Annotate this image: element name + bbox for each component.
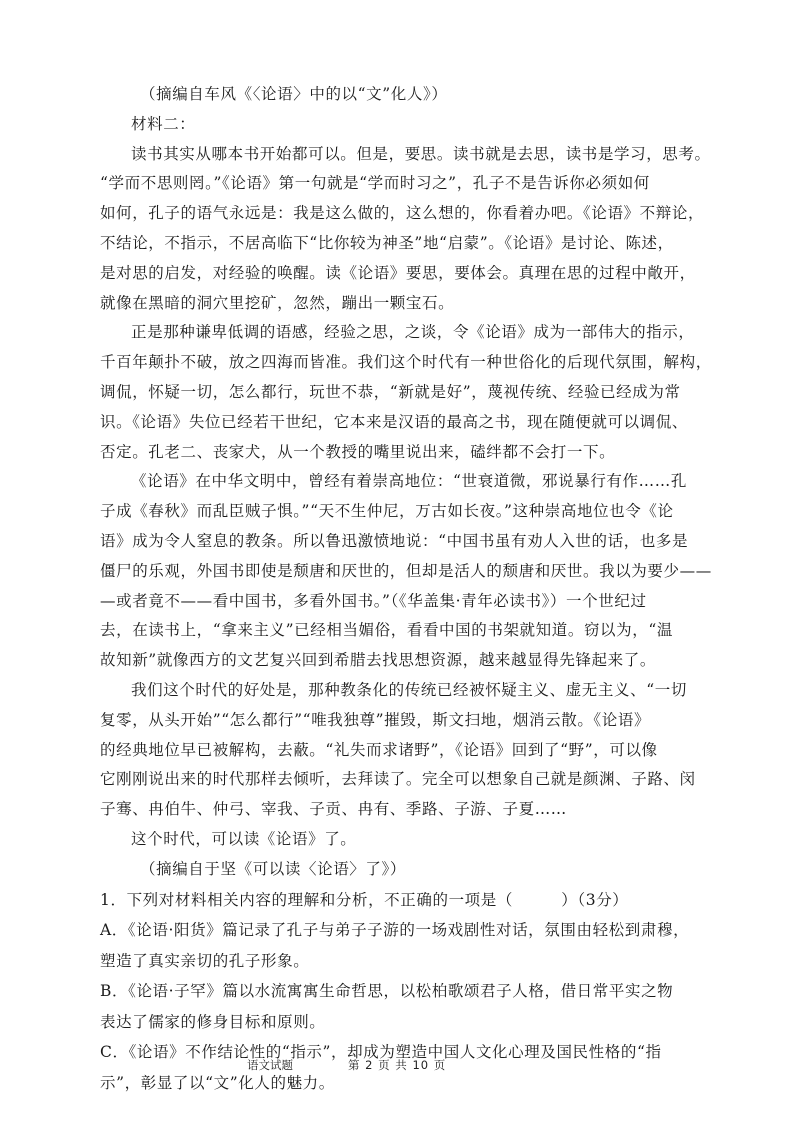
option-text: 塑造了真实亲切的孔子形象。	[100, 951, 310, 970]
option-text: 表达了儒家的修身目标和原则。	[100, 1012, 326, 1031]
question-stem: 下列对材料相关内容的理解和分析，不正确的一项是（	[126, 890, 513, 909]
question-score: ）（3分）	[561, 890, 629, 909]
paragraph-3	[100, 467, 712, 676]
option-text: 《论语·子罕》篇以水流寓寓生命哲思，以松柏歌颂君子人格，借日常平实之物	[128, 982, 674, 1001]
paragraph-line: 就像在黑暗的洞穴里挖矿，忽然，蹦出一颗宝石。	[100, 293, 455, 312]
paragraph-line: 的经典地位早已被解构，去蔽。“礼失而求诸野”，《论语》回到了“野”，可以像	[100, 740, 658, 759]
paragraph-line: 这个时代，可以读《论语》了。	[131, 829, 357, 848]
option-text: 《论语·阳货》篇记录了孔子与弟子子游的一场戏剧性对话，氛围由轻松到肃穆，	[127, 921, 690, 940]
paragraph-line: 语》成为令人窒息的教条。所以鲁迅激愤地说：“中国书虽有劝人入世的话，也多是	[100, 531, 689, 550]
paragraph-1	[100, 140, 711, 319]
paragraph-5	[100, 825, 700, 855]
paragraph-line: —或者竟不——看中国书，多看外国书。”（《华盖集·青年必读书》）一个世纪过	[100, 591, 647, 610]
paragraph-line: 调侃，怀疑一切，怎么都行，玩世不恭，“新就是好”，蔑视传统、经验已经成为常	[100, 382, 681, 401]
material-label: 材料二：	[131, 114, 196, 133]
paragraph-line: 正是那种谦卑低调的语感，经验之思，之谈，令《论语》成为一部伟大的指示，	[131, 323, 695, 342]
option-a	[100, 915, 700, 976]
paragraph-line: 子骞、冉伯牛、仲弓、宰我、子贡、冉有、季路、子游、子夏……	[100, 800, 567, 819]
paragraph-4	[100, 676, 700, 825]
paragraph-line: 不结论，不指示，不居高临下“比你较为神圣”地“启蒙”。《论语》是讨论、陈述，	[100, 233, 674, 252]
paragraph-line: 复零，从头开始”“怎么都行”“唯我独尊”摧毁，斯文扫地，烟消云散。《论语》	[100, 710, 651, 729]
paragraph-line: “学而不思则罔。”《论语》第一句就是“学而时习之”，孔子不是告诉你必须如何	[100, 174, 650, 193]
paragraph-line: 《论语》在中华文明中，曾经有着崇高地位：“世衰道微，邪说暴行有作……孔	[131, 472, 687, 491]
paragraph-2	[100, 318, 712, 467]
source-citation-1: （摘编自车风《〈论语〉中的以“文”化人》）	[140, 85, 448, 103]
option-text: 示”，彰显了以“文”化人的魅力。	[100, 1073, 335, 1092]
paragraph-line: 千百年颠扑不破，放之四海而皆准。我们这个时代有一种世俗化的后现代氛围，解构，	[100, 353, 712, 372]
paragraph-line: 如何，孔子的语气永远是：我是这么做的，这么想的，你看着办吧。《论语》不辩论，	[100, 204, 705, 223]
paragraph-line: 读书其实从哪本书开始都可以。但是，要思。读书就是去思，读书是学习，思考。	[131, 144, 711, 163]
paragraph-line: 去，在读书上，“拿来主义”已经相当媚俗，看看中国的书架就知道。窃以为，“温	[100, 621, 673, 640]
question-1	[100, 885, 700, 916]
option-letter: A．	[100, 921, 128, 940]
paragraph-line: 我们这个时代的好处是，那种教条化的传统已经被怀疑主义、虚无主义、“一切	[131, 680, 687, 699]
footer-page-number: 第 2 页 共 10 页	[348, 1058, 447, 1072]
paragraph-line: 故知新”就像西方的文艺复兴回到希腊去找思想资源，越来越显得先锋起来了。	[100, 651, 656, 670]
exam-page	[100, 80, 712, 1098]
paragraph-line: 子成《春秋》而乱臣贼子惧。”“天不生仲尼，万古如长夜。”这种崇高地位也令《论	[100, 502, 674, 521]
option-text: 《论语》不作结论性的“指示”，却成为塑造中国人文化心理及国民性格的“指	[128, 1043, 662, 1062]
paragraph-line: 否定。孔老二、丧家犬，从一个教授的嘴里说出来，磕绊都不会打一下。	[100, 442, 616, 461]
question-number: 1．	[100, 890, 127, 909]
paragraph-line: 识。《论语》失位已经若干世纪，它本来是汉语的最高之书，现在随便就可以调侃、	[100, 412, 688, 431]
answer-blank[interactable]	[513, 891, 561, 909]
option-letter: C．	[100, 1043, 129, 1062]
source-citation-2: （摘编自于坚《可以读〈论语〉了》）	[140, 859, 406, 878]
paragraph-line: 它刚刚说出来的时代那样去倾听，去拜读了。完全可以想象自己就是颜渊、子路、闵	[100, 770, 696, 789]
option-letter: B．	[100, 982, 129, 1001]
paragraph-line: 是对思的启发，对经验的唤醒。读《论语》要思，要体会。真理在思的过程中敞开，	[100, 263, 696, 282]
footer-subject: 语文试题	[247, 1058, 293, 1072]
paragraph-line: 僵尸的乐观，外国书即使是颓唐和厌世的，但却是活人的颓唐和厌世。我以为要少——	[100, 561, 712, 580]
option-b	[100, 976, 700, 1037]
